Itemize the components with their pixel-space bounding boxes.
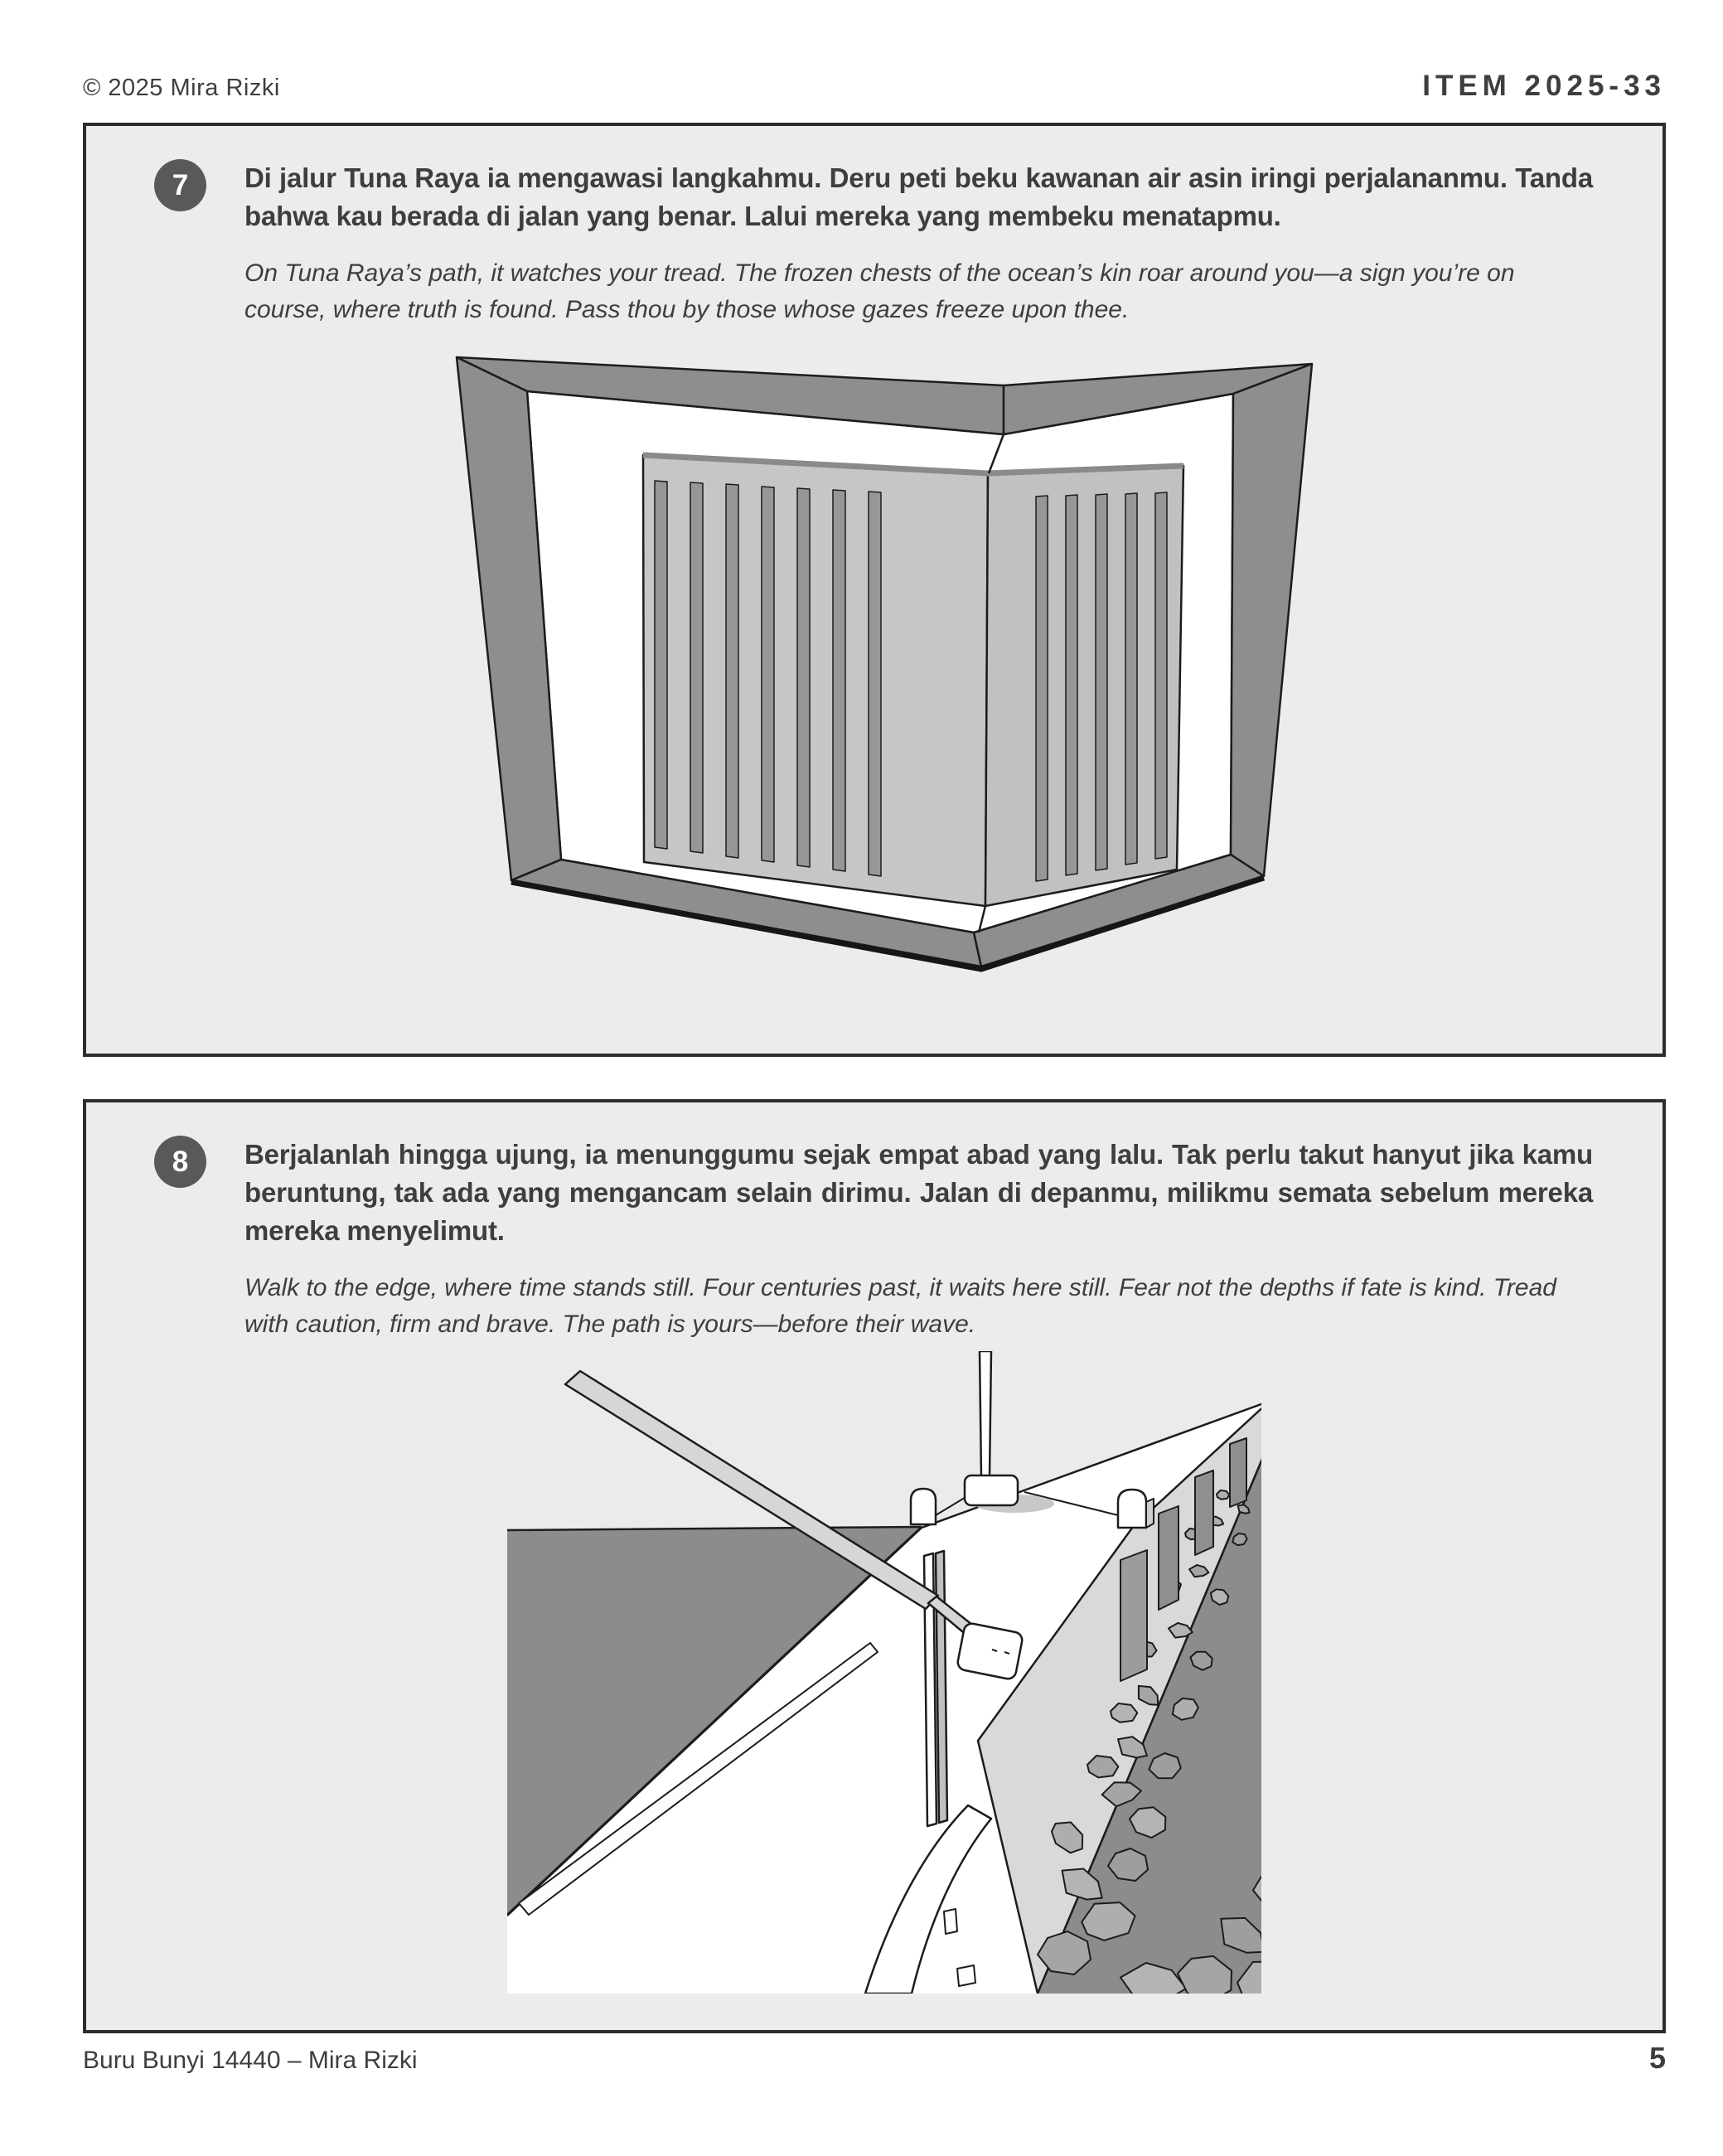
clue-number: 7: [172, 168, 189, 201]
gunwale-post: [944, 1909, 957, 1934]
clue-texts: [86, 1102, 1663, 1343]
clue-text-english: On Tuna Raya’s path, it watches your tread. The frozen chests of the ocean’s kin roar around you—a sign you’re on course, where truth is found. Pass thou by those whose gazes freeze upon thee.: [244, 259, 1515, 323]
beam-end-block: [958, 1624, 1022, 1679]
item-code: ITEM 2025-33: [1422, 70, 1666, 102]
louvered-corner-drawing: [452, 339, 1330, 981]
bollard-left: [911, 1489, 936, 1524]
footer-title: Buru Bunyi 14440 – Mira Rizki: [83, 2047, 418, 2074]
pole-base: [965, 1475, 1018, 1505]
jetty-illustration: [507, 1351, 1261, 1994]
page-number: 5: [1648, 2041, 1666, 2075]
clue-text-indonesian: Berjalanlah hingga ujung, ia menunggumu sejak empat abad yang lalu. Tak perlu takut hanyut jika kamu beruntung, tak ada yang mengancam selain dirimu. Jalan di depanmu, milikmu semata sebelum mereka mereka menyelimut.: [244, 1139, 1593, 1246]
frame-right: [1231, 364, 1312, 876]
jetty-drawing: [507, 1351, 1261, 1994]
page-header: [83, 70, 1666, 103]
clue-section-8: [83, 1099, 1666, 2033]
bollard-right: [1118, 1490, 1146, 1528]
louvered-corner-illustration: [452, 339, 1330, 981]
clue-section-7: [83, 123, 1666, 1057]
clue-texts: [86, 126, 1663, 328]
copyright-text: © 2025 Mira Rizki: [83, 75, 280, 101]
flag-pole: [980, 1351, 991, 1477]
clue-number: 8: [172, 1145, 189, 1178]
page-footer: [83, 2041, 1666, 2076]
clue-number-badge: [154, 159, 206, 211]
clue-number-badge: [154, 1136, 206, 1188]
clue-text-indonesian: Di jalur Tuna Raya ia mengawasi langkahmu. Deru peti beku kawanan air asin iringi perjalananmu. Tanda bahwa kau berada di jalan yang benar. Lalui mereka yang membeku menatapmu.: [244, 162, 1593, 231]
clue-text-english: Walk to the edge, where time stands still. Four centuries past, it waits here still. Fear not the depths if fate is kind. Tread with caution, firm and brave. The path is yours—before their wave.: [244, 1274, 1556, 1338]
